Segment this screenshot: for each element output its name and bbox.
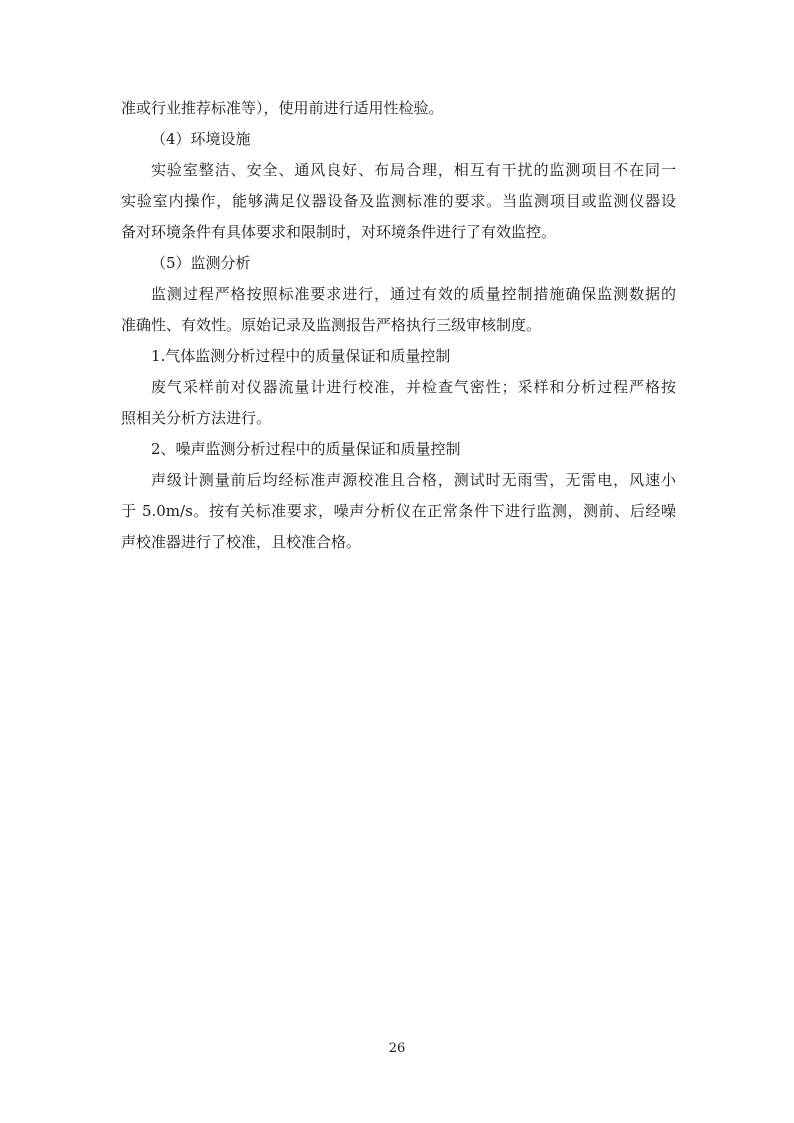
- text-line: 实验室整洁、安全、通风良好、布局合理，相互有干扰的监测项目不在同一: [151, 161, 676, 179]
- text-line: 准确性、有效性。原始记录及监测报告严格执行三级审核制度。: [121, 316, 542, 334]
- text-line: 废气采样前对仪器流量计进行校准，并检查气密性；采样和分析过程严格按: [151, 378, 676, 396]
- text-line: 监测过程严格按照标准要求进行，通过有效的质量控制措施确保监测数据的: [151, 285, 676, 303]
- text-line: 声级计测量前后均经标准声源校准且合格，测试时无雨雪，无雷电，风速小: [151, 471, 676, 489]
- text-line: 照相关分析方法进行。: [121, 409, 272, 427]
- text-line: 准或行业推荐标准等），使用前进行适用性检验。: [121, 99, 444, 117]
- subsection-heading-gas: 1.气体监测分析过程中的质量保证和质量控制: [151, 347, 451, 365]
- page-number: 26: [388, 1041, 406, 1056]
- text-line: 备对环境条件有具体要求和限制时，对环境条件进行了有效监控。: [121, 223, 557, 241]
- text-line: 声校准器进行了校准，且校准合格。: [121, 533, 362, 551]
- body-text: [121, 93, 676, 558]
- text-line: 于 5.0m/s。按有关标准要求，噪声分析仪在正常条件下进行监测，测前、后经噪: [121, 502, 676, 520]
- section-heading-analysis: （5）监测分析: [151, 254, 251, 272]
- subsection-heading-noise: 2、噪声监测分析过程中的质量保证和质量控制: [151, 440, 461, 458]
- section-heading-environment: （4）环境设施: [151, 130, 251, 148]
- text-line: 实验室内操作，能够满足仪器设备及监测标准的要求。当监测项目或监测仪器设: [121, 192, 676, 210]
